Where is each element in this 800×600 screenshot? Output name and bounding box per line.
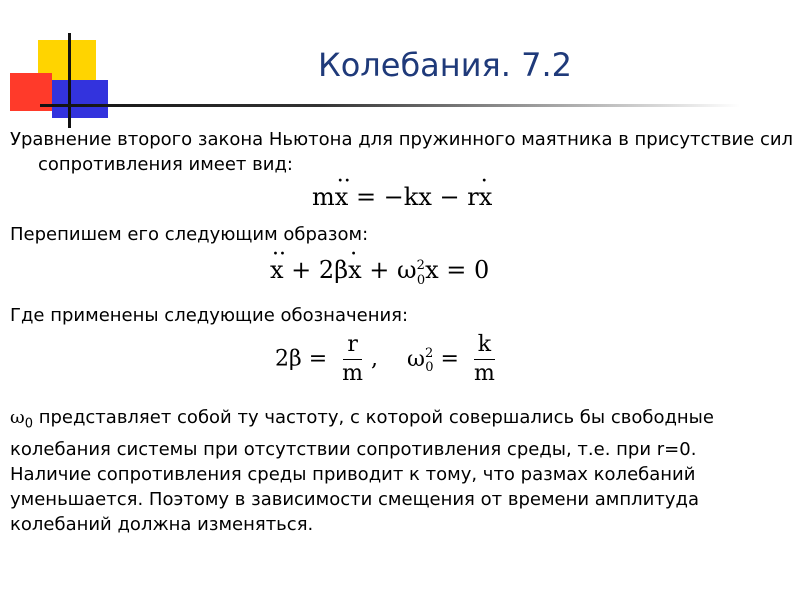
p4-omega: ω [10,407,25,428]
blue-square [52,80,108,118]
paragraph-rewrite: Перепишем его следующим образом: [10,224,369,245]
eq3-omega: ω [407,346,425,372]
p4-text: представляет собой ту частоту, с которой совершались бы свободные колебания системы при отсутствии сопротивления среды, т.е. при r=0. Наличие сопротивления среды приводит к тому, что размах колебаний уменьшается. Поэтому в зависимости смещения от времени амплитуда колебаний должна изменяться. [10,407,714,535]
eq1-m: m [312,183,335,211]
eq2-omega-sub: 0 [416,272,426,288]
p4-omega-sub: 0 [24,416,33,432]
paragraph-notation: Где применены следующие обозначения: [10,305,409,326]
eq3-den2: m [473,361,495,386]
eq1-x-ddot: ·· x [335,183,349,211]
eq2-omega-sup: 2 [416,258,425,273]
eq3-num1: r [343,333,362,360]
slide-title: Колебания. 7.2 [318,46,572,84]
fraction-r-over-m [338,333,367,386]
eq3-den1: m [342,361,364,386]
eq3-omega-sup: 2 [424,346,434,362]
eq2-beta: β [334,256,349,284]
equation-rewritten [270,256,489,288]
eq2-plus-2: + 2 [283,256,335,284]
eq2-omega: ω [396,256,417,284]
eq2-x-dot: · x [348,256,362,284]
eq3-comma: , [371,346,379,372]
eq2-x-ddot: ·· x [270,256,284,284]
eq2-plus: + [361,256,397,284]
eq3-eq: = [433,346,459,372]
title-underline [40,104,740,107]
equation-newton [312,183,492,211]
eq1-x-dot: · x [479,183,493,211]
vertical-rule [68,33,71,128]
eq3-lhs1: 2β = [275,346,328,372]
fraction-k-over-m [470,333,499,386]
paragraph-explanation [10,405,780,537]
paragraph-intro: Уравнение второго закона Ньютона для пружинного маятника в присутствие сил сопротивления имеет вид: [10,129,794,175]
equation-notation [275,333,503,386]
eq3-omega-sub: 0 [425,359,434,375]
eq3-num2: k [474,333,495,360]
eq1-rhs: = −kx − r [348,183,479,211]
eq2-tail: x = 0 [425,256,490,284]
